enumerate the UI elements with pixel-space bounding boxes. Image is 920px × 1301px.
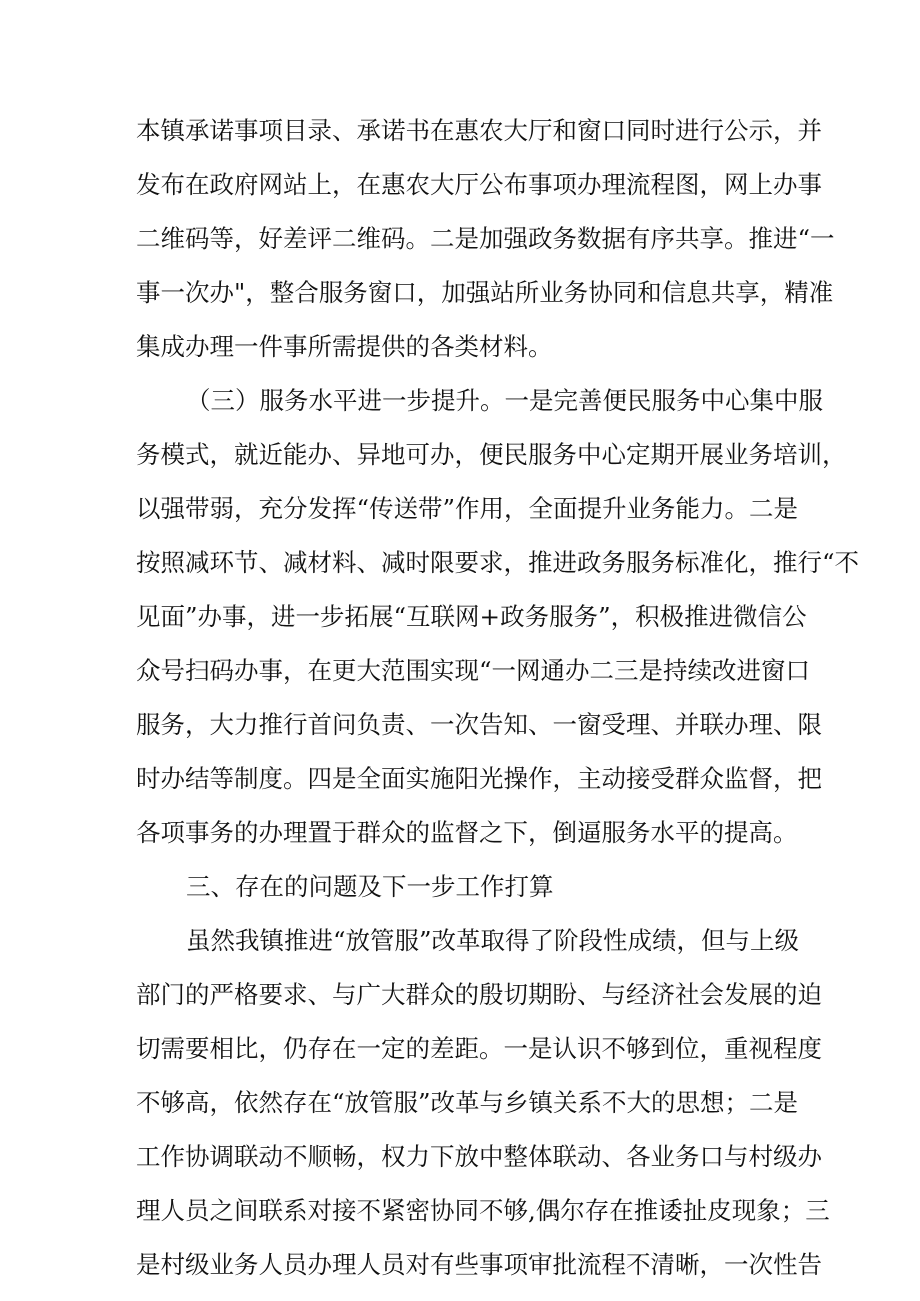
- paragraph-line: 部门的严格要求、与广大群众的殷切期盼、与经济社会发展的迫: [136, 980, 822, 1009]
- paragraph-line: 理人员之间联系对接不紧密协同不够,偶尔存在推诿扯皮现象；三: [136, 1196, 830, 1225]
- paragraph-line: 事一次办"，整合服务窗口，加强站所业务协同和信息共享，精准: [136, 278, 834, 307]
- paragraph-line: 集成办理一件事所需提供的各类材料。: [136, 332, 553, 361]
- paragraph-line: 以强带弱，充分发挥“传送带”作用，全面提升业务能力。二是: [136, 494, 799, 523]
- paragraph-line: 本镇承诺事项目录、承诺书在惠农大厅和窗口同时进行公示，并: [136, 116, 822, 145]
- section-heading-three: （三）服务水平进一步提升。一是完善便民服务中心集中服: [186, 386, 823, 415]
- paragraph-line: 按照减环节、减材料、减时限要求，推进政务服务标准化，推行“不: [136, 548, 860, 577]
- paragraph-line: 务模式，就近能办、异地可办，便民服务中心定期开展业务培训，: [136, 440, 847, 469]
- paragraph-line: 虽然我镇推进“放管服”改革取得了阶段性成绩，但与上级: [186, 926, 800, 955]
- paragraph-line: 切需要相比，仍存在一定的差距。一是认识不够到位，重视程度: [136, 1034, 822, 1063]
- paragraph-line: 是村级业务人员办理人员对有些事项审批流程不清晰，一次性告: [136, 1250, 822, 1279]
- paragraph-line: 不够高，依然存在“放管服”改革与乡镇关系不大的思想；二是: [136, 1088, 799, 1117]
- paragraph-line: 二维码等，好差评二维码。二是加强政务数据有序共享。推进“一: [136, 224, 835, 253]
- paragraph-line: 工作协调联动不顺畅，权力下放中整体联动、各业务口与村级办: [136, 1142, 822, 1171]
- paragraph-line: 服务，大力推行首问负责、一次告知、一窗受理、并联办理、限: [136, 710, 822, 739]
- paragraph-line: 见面”办事，进一步拓展“互联网+政务服务”，积极推进微信公: [136, 602, 807, 631]
- paragraph-line: 各项事务的办理置于群众的监督之下，倒逼服务水平的提高。: [136, 818, 798, 847]
- paragraph-line: 众号扫码办事，在更大范围实现“一网通办二三是持续改进窗口: [136, 656, 811, 685]
- section-heading: 三、存在的问题及下一步工作打算: [186, 872, 554, 901]
- paragraph-line: 发布在政府网站上，在惠农大厅公布事项办理流程图，网上办事: [136, 170, 822, 199]
- paragraph-line: 时办结等制度。四是全面实施阳光操作，主动接受群众监督，把: [136, 764, 822, 793]
